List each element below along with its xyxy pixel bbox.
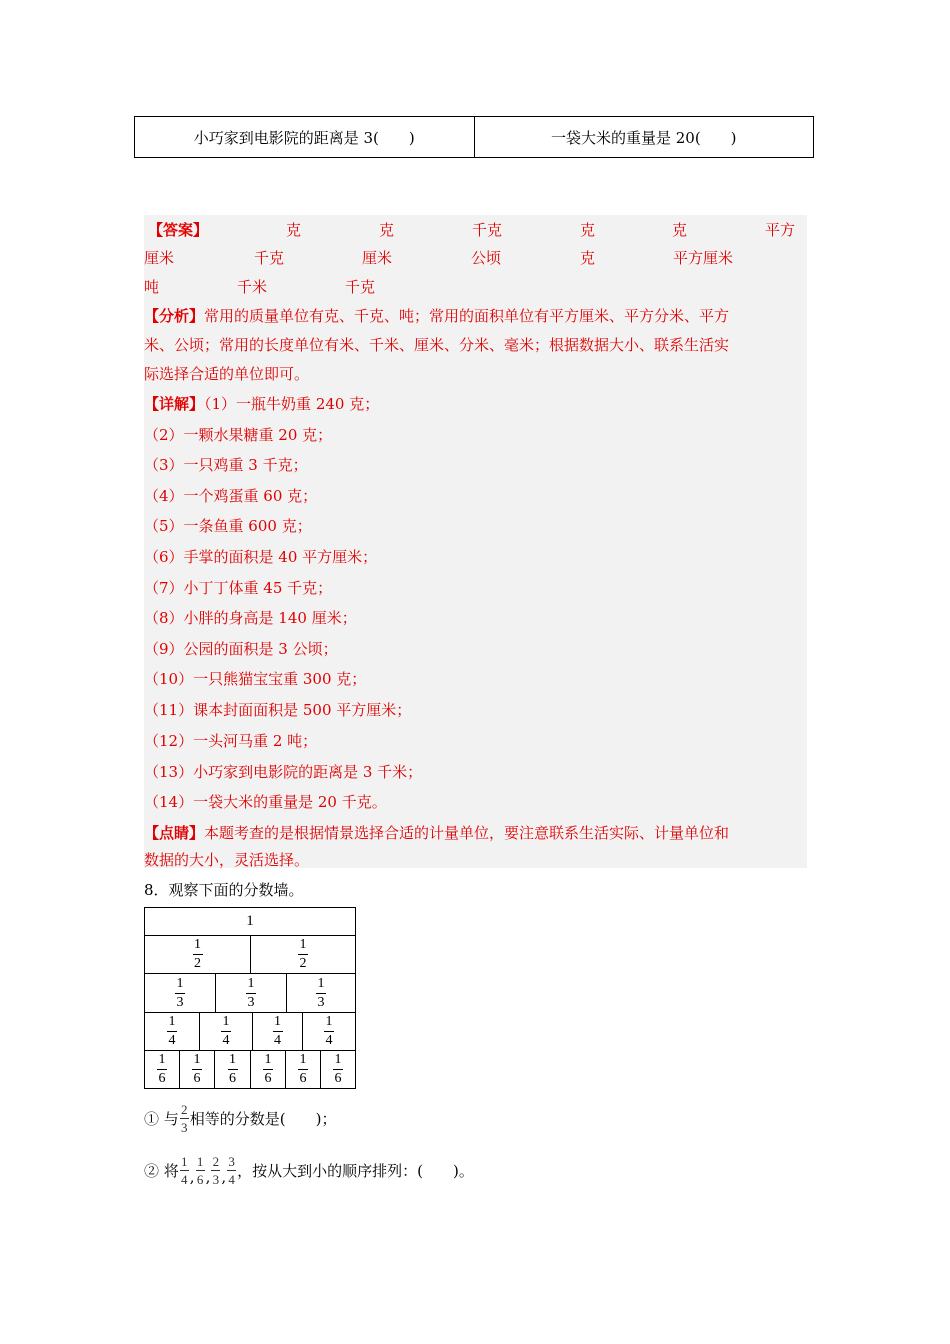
- wall-cell-sixth: [286, 1051, 321, 1088]
- fraction: [263, 1053, 273, 1086]
- denominator: 6: [158, 1071, 166, 1086]
- answer-label: 【答案】: [148, 221, 209, 239]
- wall-cell-sixth: [321, 1051, 355, 1088]
- numerator: 2: [212, 1154, 220, 1169]
- fraction: [175, 977, 185, 1010]
- fraction-bar: [192, 1069, 202, 1070]
- analysis-line: [144, 305, 729, 326]
- fraction-bar: [157, 1069, 167, 1070]
- fraction-bar: [324, 1031, 334, 1032]
- fraction: [221, 1015, 231, 1048]
- numerator: 1: [299, 1052, 307, 1067]
- fraction: [180, 1155, 189, 1186]
- wall-row-quarters: [145, 1013, 355, 1051]
- wall-cell-sixth: [145, 1051, 180, 1088]
- fraction-bar: [228, 1069, 238, 1070]
- fraction: [192, 1053, 202, 1086]
- fraction: [273, 1015, 283, 1048]
- fraction: [196, 1155, 205, 1186]
- wall-cell-third: [287, 974, 355, 1012]
- wall-cell-quarter: [303, 1013, 355, 1050]
- denominator: 4: [181, 1172, 188, 1187]
- fraction-bar: [246, 993, 256, 994]
- fraction: [193, 938, 203, 971]
- wall-row-thirds: [145, 974, 355, 1013]
- answer-unit: 克: [580, 249, 596, 267]
- fraction-bar: [227, 1170, 236, 1171]
- detail-line: （11）课本封面面积是 500 平方厘米；: [144, 701, 412, 719]
- answer-unit: 克: [286, 221, 302, 239]
- numerator: 1: [264, 1052, 272, 1067]
- answer-unit: 吨: [144, 278, 160, 296]
- answer-unit: 公顷: [471, 249, 502, 267]
- denominator: 3: [317, 994, 325, 1010]
- numerator: 2: [181, 1102, 188, 1117]
- denominator: 2: [194, 956, 201, 971]
- numerator: 1: [168, 1014, 176, 1029]
- fraction: [227, 1155, 236, 1186]
- detail-line: （4）一个鸡蛋重 60 克；: [144, 487, 318, 505]
- numerator: 1: [176, 975, 184, 991]
- analysis-text: 常用的质量单位有克、千克、吨；常用的面积单位有平方厘米、平方分米、平方: [204, 307, 730, 325]
- fraction-bar: [196, 1170, 205, 1171]
- fraction: [246, 977, 256, 1010]
- question-8-title: 8．观察下面的分数墙。: [144, 881, 304, 899]
- fraction: [211, 1155, 220, 1186]
- fraction: [167, 1015, 177, 1048]
- numerator: 3: [228, 1154, 235, 1169]
- numerator: 1: [181, 1154, 188, 1169]
- detail-line: （9）公园的面积是 3 公顷；: [144, 640, 338, 658]
- comma: ,: [205, 1168, 211, 1186]
- fraction-bar: [167, 1031, 177, 1032]
- fraction-bar: [298, 1069, 308, 1070]
- detail-label: 【详解】: [144, 395, 205, 413]
- denominator: 6: [334, 1071, 342, 1086]
- sub-question-2: [144, 1155, 474, 1186]
- denominator: 4: [222, 1033, 230, 1048]
- answer-unit: 克: [672, 221, 688, 239]
- denominator: 6: [264, 1071, 272, 1086]
- denominator: 3: [181, 1120, 188, 1135]
- numerator: 1: [325, 1014, 333, 1029]
- numerator: 1: [247, 975, 255, 991]
- detail-line: （7）小丁丁体重 45 千克；: [144, 579, 333, 597]
- wall-row-halves: [145, 936, 355, 974]
- comma: ,: [189, 1168, 195, 1186]
- fraction: [298, 1053, 308, 1086]
- denominator: 3: [176, 994, 184, 1010]
- answer-unit: 克: [379, 221, 395, 239]
- fraction: [180, 1103, 189, 1134]
- denominator: 6: [193, 1071, 201, 1086]
- denominator: 4: [168, 1033, 176, 1048]
- fraction: [157, 1053, 167, 1086]
- wall-cell-half: [251, 936, 355, 973]
- wall-cell-quarter: [253, 1013, 303, 1050]
- fraction-bar: [180, 1118, 189, 1119]
- analysis-label: 【分析】: [144, 307, 205, 325]
- numerator: 1: [317, 975, 325, 991]
- fraction-bar: [180, 1170, 189, 1171]
- wall-cell-sixth: [180, 1051, 215, 1088]
- detail-line: （14）一袋大米的重量是 20 千克。: [144, 793, 387, 811]
- wall-cell-quarter: [200, 1013, 253, 1050]
- detail-line: （5）一条鱼重 600 克；: [144, 517, 312, 535]
- fraction: [333, 1053, 343, 1086]
- answer-unit: 平方厘米: [673, 249, 734, 267]
- analysis-line: 米、公顷；常用的长度单位有米、千米、厘米、分米、毫米；根据数据大小、联系生活实: [144, 336, 730, 354]
- table-cell-rice-weight: 一袋大米的重量是 20( ): [474, 117, 814, 157]
- answer-box: [144, 215, 807, 868]
- denominator: 3: [212, 1172, 220, 1187]
- answer-unit: 千克: [345, 278, 376, 296]
- fraction-bar: [211, 1170, 220, 1171]
- fraction: [316, 977, 326, 1010]
- fraction-bar: [263, 1069, 273, 1070]
- fraction-wall: [144, 907, 356, 1089]
- wall-cell-whole: [145, 908, 355, 935]
- unit-table-row: [134, 116, 814, 158]
- sub-question-1-prefix: ① 与: [144, 1110, 179, 1128]
- wall-cell-third: [145, 974, 216, 1012]
- numerator: 1: [158, 1052, 166, 1067]
- answer-unit: 千克: [254, 249, 285, 267]
- numerator: 1: [194, 937, 201, 952]
- table-cell-distance: 小巧家到电影院的距离是 3( ): [193, 128, 415, 147]
- detail-line: （6）手掌的面积是 40 平方厘米；: [144, 548, 378, 566]
- comment-line: 数据的大小，灵活选择。: [144, 851, 310, 869]
- denominator: 6: [299, 1071, 307, 1086]
- fraction-bar: [333, 1069, 343, 1070]
- analysis-line: 际选择合适的单位即可。: [144, 365, 310, 383]
- fraction-bar: [175, 993, 185, 994]
- wall-cell-sixth: [251, 1051, 286, 1088]
- denominator: 3: [247, 994, 255, 1010]
- sub-question-2-prefix: ② 将: [144, 1162, 179, 1180]
- wall-cell-third: [216, 974, 287, 1012]
- fraction-bar: [193, 954, 203, 955]
- numerator: 1: [274, 1014, 281, 1029]
- numerator: 1: [334, 1052, 342, 1067]
- detail-line: （3）一只鸡重 3 千克；: [144, 456, 308, 474]
- comma: ,: [221, 1168, 227, 1186]
- answer-unit: 千米: [237, 278, 268, 296]
- denominator: 6: [196, 1172, 204, 1187]
- answer-unit: 厘米: [144, 249, 175, 267]
- wall-cell-half: [145, 936, 251, 973]
- fraction-bar: [221, 1031, 231, 1032]
- fraction: [298, 938, 308, 971]
- numerator: 1: [196, 1154, 204, 1169]
- fraction-bar: [273, 1031, 283, 1032]
- detail-text: （1）一瓶牛奶重 240 克；: [204, 395, 380, 413]
- detail-line: （10）一只熊猫宝宝重 300 克；: [144, 670, 367, 688]
- numerator: 1: [193, 1052, 201, 1067]
- comment-line: [144, 822, 729, 843]
- comment-text: 本题考查的是根据情景选择合适的计量单位，要注意联系生活实际、计量单位和: [204, 824, 730, 842]
- wall-cell-sixth: [215, 1051, 251, 1088]
- detail-line: [144, 393, 379, 414]
- comment-label: 【点睛】: [144, 824, 205, 842]
- numerator: 1: [229, 1052, 236, 1067]
- denominator: 4: [228, 1172, 235, 1187]
- detail-line: （8）小胖的身高是 140 厘米；: [144, 609, 357, 627]
- denominator: 4: [274, 1033, 281, 1048]
- numerator: 1: [299, 937, 307, 952]
- fraction: [228, 1053, 238, 1086]
- denominator: 4: [325, 1033, 333, 1048]
- fraction-bar: [316, 993, 326, 994]
- numerator: 1: [222, 1014, 230, 1029]
- fraction: [324, 1015, 334, 1048]
- sub-question-1: [144, 1103, 337, 1134]
- fraction-bar: [298, 954, 308, 955]
- detail-line: （13）小巧家到电影院的距离是 3 千米；: [144, 763, 423, 781]
- wall-cell-quarter: [145, 1013, 200, 1050]
- answer-unit: 厘米: [362, 249, 393, 267]
- answer-unit: 平方: [765, 221, 796, 239]
- sub-question-1-suffix: 相等的分数是( )；: [189, 1110, 337, 1128]
- sub-question-2-suffix: ，按从大到小的顺序排列：( )。: [237, 1162, 474, 1180]
- answer-unit: 克: [580, 221, 596, 239]
- wall-row-sixths: [145, 1051, 355, 1088]
- whole-label: 1: [246, 913, 254, 929]
- denominator: 2: [299, 956, 307, 971]
- detail-line: （12）一头河马重 2 吨；: [144, 732, 318, 750]
- denominator: 6: [229, 1071, 236, 1086]
- answer-unit: 千克: [472, 221, 503, 239]
- detail-line: （2）一颗水果糖重 20 克；: [144, 426, 333, 444]
- wall-row-whole: [145, 908, 355, 936]
